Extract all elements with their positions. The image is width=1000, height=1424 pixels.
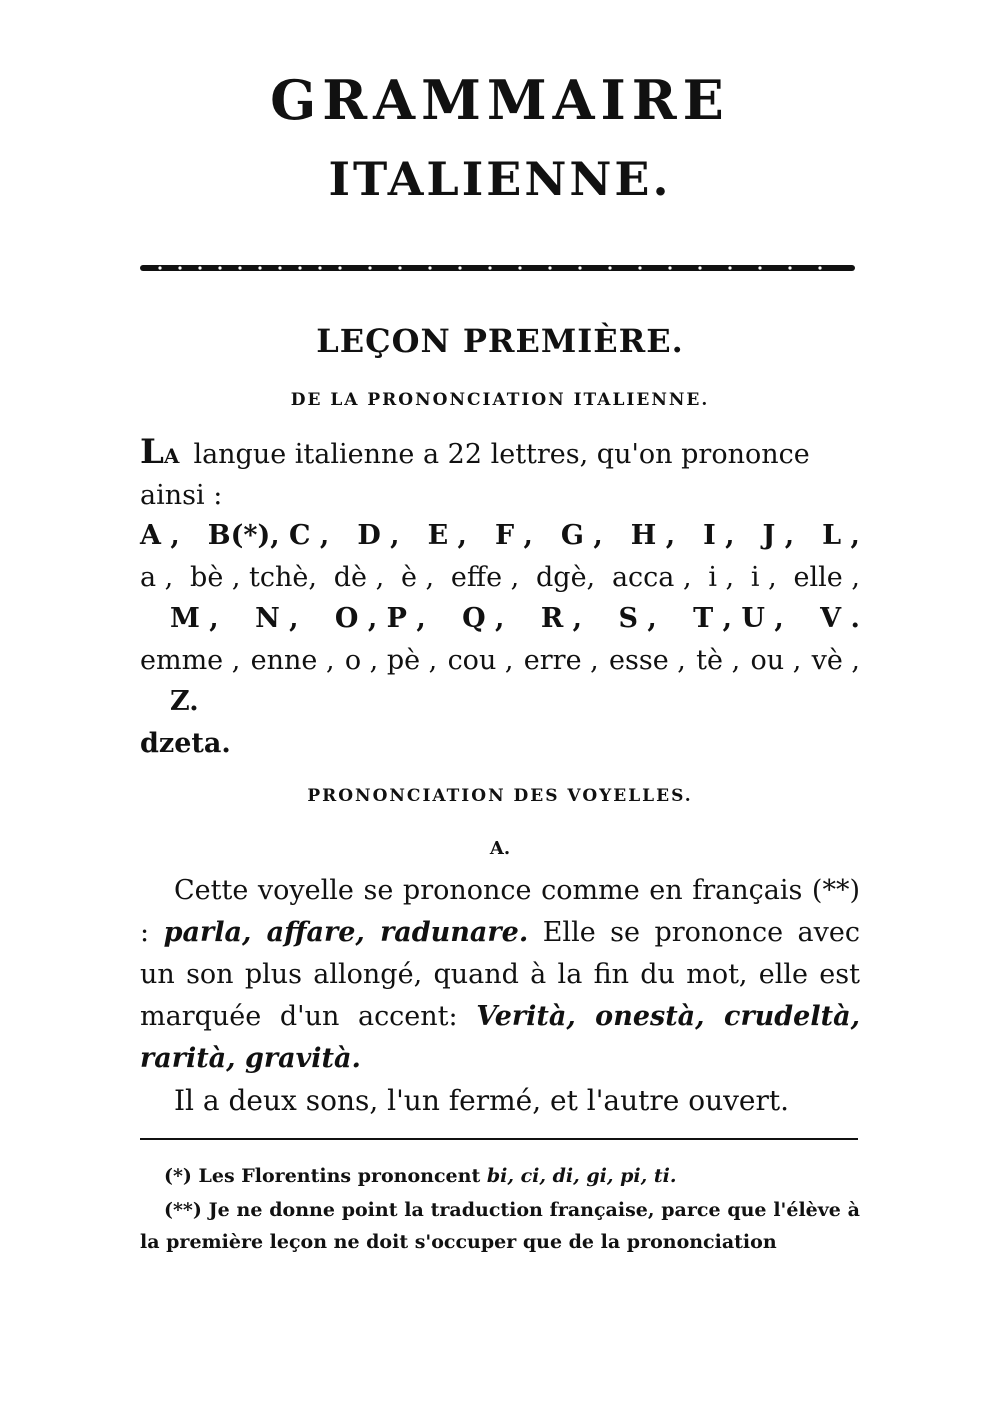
alpha-cell: T , U ,	[693, 603, 784, 634]
intro-text: langue italienne a 22 lettres, qu'on prononce ainsi :	[140, 439, 810, 511]
footnote-1-mark: (*)	[164, 1165, 192, 1187]
footnote-1	[140, 1160, 860, 1192]
section-letter: A.	[489, 838, 511, 859]
intro-paragraph	[140, 432, 860, 516]
alphabet-z: Z.	[170, 686, 199, 717]
alpha-cell: dgè,	[536, 562, 596, 593]
footnote-2-mark: (**)	[164, 1199, 202, 1221]
alpha-cell: H ,	[630, 520, 676, 551]
lesson-subheading: DE LA PRONONCIATION ITALIENNE.	[290, 390, 710, 410]
alpha-cell: J ,	[762, 520, 795, 551]
alpha-cell: R ,	[540, 603, 583, 634]
alpha-cell: A ,	[140, 520, 180, 551]
alpha-cell: è ,	[400, 562, 435, 593]
alpha-cell: o , pè ,	[344, 645, 438, 676]
footnote-2-text: Je ne donne point la traduction française, parce que l'élève à la première leçon ne doit s'occuper que de la prononciation	[140, 1199, 860, 1253]
footnote-2	[140, 1194, 860, 1258]
footnote-1-text: Les Florentins prononcent	[198, 1165, 481, 1187]
alpha-cell: O , P ,	[334, 603, 426, 634]
drop-cap: L	[140, 432, 164, 472]
two-sounds-paragraph: Il a deux sons, l'un fermé, et l'autre ouvert.	[174, 1084, 790, 1117]
alpha-cell: emme ,	[140, 645, 241, 676]
alpha-cell: a ,	[140, 562, 174, 593]
ornamental-rule	[140, 262, 855, 274]
title-line-2: ITALIENNE.	[328, 152, 672, 206]
alpha-cell: enne ,	[250, 645, 335, 676]
vowel-a-paragraph	[140, 870, 860, 1080]
alpha-cell: M ,	[170, 603, 219, 634]
lesson-heading: LEÇON PREMIÈRE.	[316, 322, 684, 360]
alphabet-row-letters-1	[140, 520, 860, 551]
alpha-cell: S ,	[618, 603, 657, 634]
alphabet-row-letters-2	[170, 603, 860, 634]
alpha-cell: dè ,	[333, 562, 385, 593]
alpha-cell: i ,	[708, 562, 735, 593]
alpha-cell: esse ,	[609, 645, 686, 676]
footnote-rule	[140, 1138, 858, 1140]
alpha-cell: vè ,	[811, 645, 860, 676]
alphabet-row-names-1	[140, 562, 860, 593]
alpha-cell: D ,	[357, 520, 400, 551]
alpha-cell: cou ,	[447, 645, 514, 676]
drop-cap-small: A	[163, 444, 180, 468]
alpha-cell: B(*), C ,	[207, 520, 330, 551]
alpha-cell: effe ,	[450, 562, 520, 593]
section-heading: PRONONCIATION DES VOYELLES.	[307, 786, 693, 806]
footnote-1-examples: bi, ci, di, gi, pi, ti.	[486, 1165, 677, 1187]
alpha-cell: V .	[820, 603, 860, 634]
alpha-cell: erre ,	[523, 645, 599, 676]
alpha-cell: acca ,	[611, 562, 692, 593]
alpha-cell: N ,	[255, 603, 299, 634]
alpha-cell: I ,	[703, 520, 735, 551]
alpha-cell: E ,	[427, 520, 467, 551]
alphabet-row-names-2	[140, 645, 860, 676]
alpha-cell: elle ,	[793, 562, 860, 593]
alphabet-dzeta: dzeta.	[140, 728, 231, 759]
alpha-cell: ou ,	[750, 645, 802, 676]
alpha-cell: i ,	[750, 562, 777, 593]
title-line-1: GRAMMAIRE	[270, 68, 730, 132]
alpha-cell: tè ,	[696, 645, 741, 676]
examples-italic-1: parla, affare, radunare.	[163, 917, 529, 948]
body-text-start: Cette voyelle se prononce comme en français (**) :	[140, 875, 860, 948]
alpha-cell: F ,	[494, 520, 533, 551]
alpha-cell: G ,	[560, 520, 603, 551]
alpha-cell: L ,	[822, 520, 860, 551]
alpha-cell: bè , tchè,	[190, 562, 317, 593]
examples-italic-2: Verità, onestà, crudeltà, rarità, gravità.	[140, 1001, 860, 1074]
body-text-mid: Elle se prononce avec un son plus allongé, quand à la fin du mot, elle est marquée d'un accent:	[140, 917, 860, 1032]
alpha-cell: Q ,	[462, 603, 505, 634]
